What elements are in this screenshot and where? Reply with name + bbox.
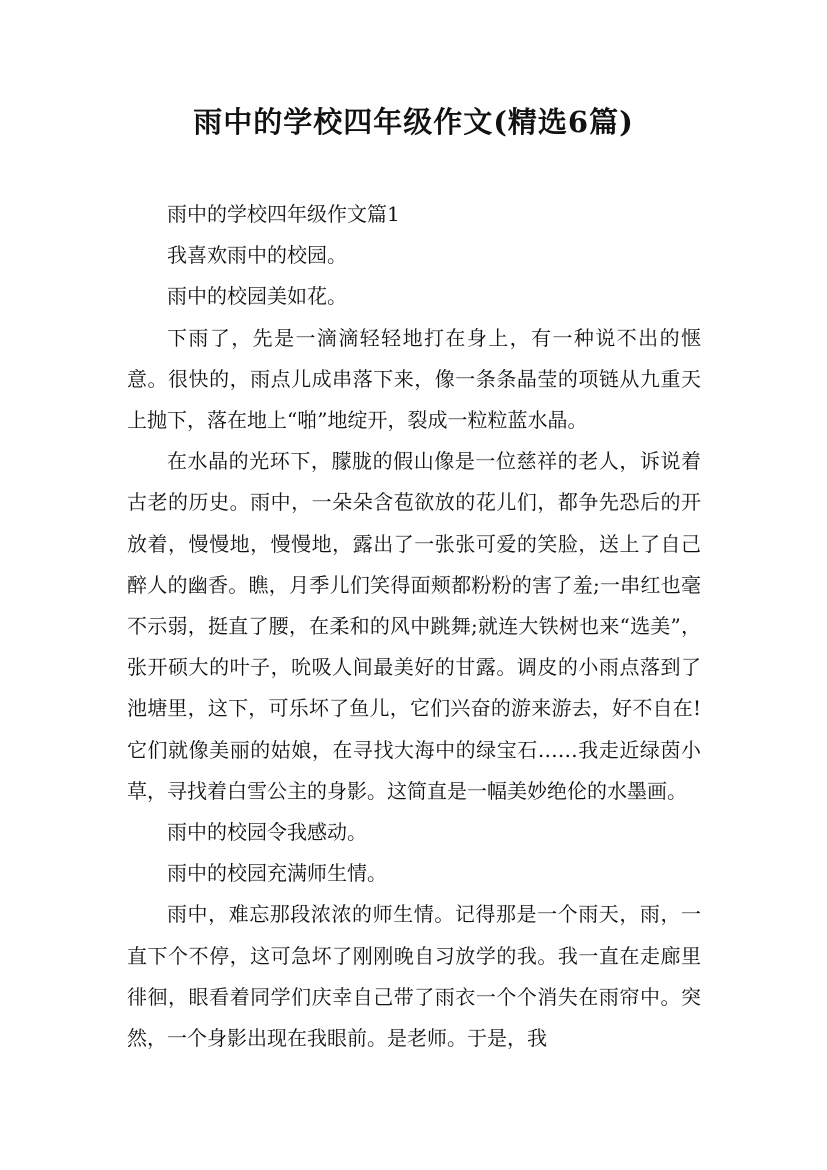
paragraph: 我喜欢雨中的校园。 [167,243,347,268]
paragraph: 在水晶的光环下，朦胧的假山像是一位慈祥的老人，诉说着古老的历史。雨中，一朵朵含苞欲放的花儿们，都争先恐后的开放着，慢慢地，慢慢地，露出了一张张可爱的笑脸，送上了自己醉人的幽香。瞧，月季儿们笑得面颊都粉粉的害了羞;一串红也毫不示弱，挺直了腰，在柔和的风中跳舞;就连大铁树也来“选美”，张开硕大的叶子，吮吸人间最美好的甘露。调皮的小雨点落到了池塘里，这下，可乐坏了鱼儿，它们兴奋的游来游去，好不自在!它们就像美丽的姑娘，在寻找大海中的绿宝石……我走近绿茵小草，寻找着白雪公主的身影。这简直是一幅美妙绝伦的水墨画。 [127,449,701,803]
paragraph: 雨中的校园令我感动。 [167,820,367,845]
paragraph: 下雨了，先是一滴滴轻轻地打在身上，有一种说不出的惬意。很快的，雨点儿成串落下来，像一条条晶莹的项链从九重天上抛下，落在地上“啪”地绽开，裂成一粒粒蓝水晶。 [127,325,701,433]
paragraph: 雨中的校园美如花。 [167,284,347,309]
paragraph: 雨中，难忘那段浓浓的师生情。记得那是一个雨天，雨，一直下个不停，这可急坏了刚刚晚自习放学的我。我一直在走廊里徘徊，眼看着同学们庆幸自己带了雨衣一个个消失在雨帘中。突然，一个身影出现在我眼前。是老师。于是，我 [127,902,701,1051]
paragraph: 雨中的校园充满师生情。 [167,861,387,886]
document-title: 雨中的学校四年级作文(精选6篇) [193,105,634,139]
essay-heading: 雨中的学校四年级作文篇1 [167,202,400,226]
document-body [127,194,701,1059]
